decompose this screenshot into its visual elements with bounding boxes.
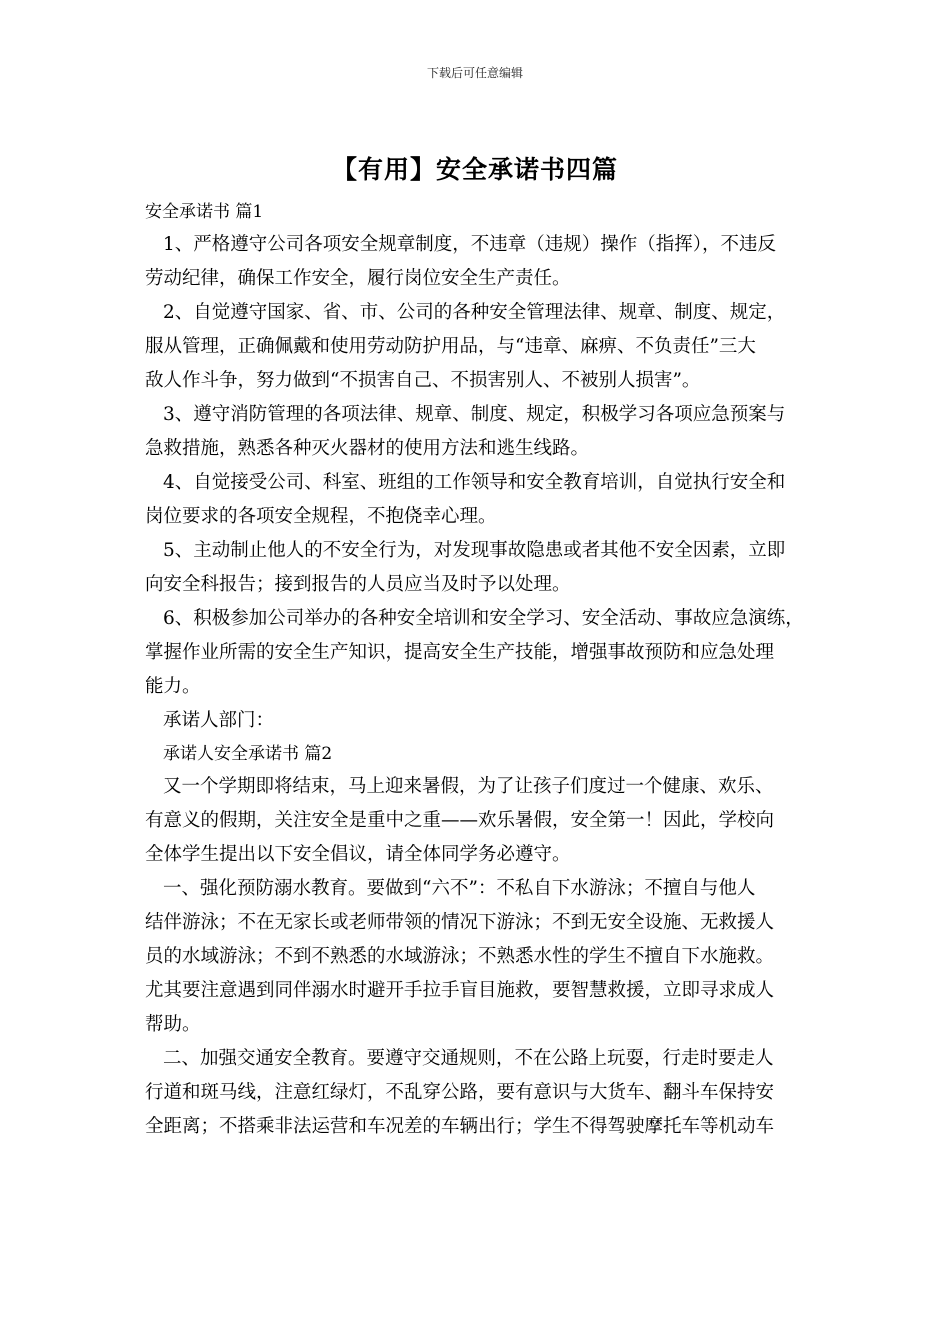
paragraph-line: 5、主动制止他人的不安全行为，对发现事故隐患或者其他不安全因素，立即 [163, 540, 786, 561]
paragraph-line: 又一个学期即将结束，马上迎来暑假，为了让孩子们度过一个健康、欢乐、 [163, 776, 774, 797]
page-header-note: 下载后可任意编辑 [426, 66, 523, 80]
paragraph-line: 员的水域游泳；不到不熟悉的水域游泳；不熟悉水性的学生不擅自下水施救。 [145, 946, 775, 967]
paragraph-line: 帮助。 [145, 1014, 201, 1035]
paragraph-line: 敌人作斗争，努力做到“不损害自己、不损害别人、不被别人损害”。 [145, 370, 701, 391]
section-heading: 安全承诺书 篇1 [145, 202, 264, 222]
paragraph-line: 4、自觉接受公司、科室、班组的工作领导和安全教育培训，自觉执行安全和 [163, 472, 786, 493]
paragraph-line: 劳动纪律，确保工作安全，履行岗位安全生产责任。 [145, 268, 571, 289]
section-heading: 承诺人安全承诺书 篇2 [163, 744, 333, 764]
paragraph-line: 尤其要注意遇到同伴溺水时避开手拉手盲目施救，要智慧救援，立即寻求成人 [145, 980, 775, 1001]
paragraph-line: 1、严格遵守公司各项安全规章制度，不违章（违规）操作（指挥），不违反 [163, 234, 777, 255]
paragraph-line: 3、遵守消防管理的各项法律、规章、制度、规定，积极学习各项应急预案与 [163, 404, 786, 425]
paragraph-line: 向安全科报告；接到报告的人员应当及时予以处理。 [145, 574, 571, 595]
paragraph-line: 二、加强交通安全教育。要遵守交通规则，不在公路上玩耍，行走时要走人 [163, 1048, 774, 1069]
paragraph-line: 有意义的假期，关注安全是重中之重——欢乐暑假，安全第一！因此，学校向 [145, 810, 775, 831]
paragraph-line: 一、强化预防溺水教育。要做到“六不”：不私自下水游泳；不擅自与他人 [163, 878, 756, 899]
paragraph-line: 急救措施，熟悉各种灭火器材的使用方法和逃生线路。 [145, 438, 590, 459]
paragraph-line: 6、积极参加公司举办的各种安全培训和安全学习、安全活动、事故应急演练， [163, 608, 804, 629]
document-body [145, 196, 815, 1144]
paragraph-line: 行道和斑马线，注意红绿灯，不乱穿公路，要有意识与大货车、翻斗车保持安 [145, 1082, 775, 1103]
document-title: 【有用】安全承诺书四篇 [331, 155, 618, 184]
paragraph-line: 掌握作业所需的安全生产知识，提高安全生产技能，增强事故预防和应急处理 [145, 642, 775, 663]
paragraph-line: 岗位要求的各项安全规程，不抱侥幸心理。 [145, 506, 497, 527]
paragraph-line: 2、自觉遵守国家、省、市、公司的各种安全管理法律、规章、制度、规定， [163, 302, 786, 323]
paragraph-line: 能力。 [145, 676, 201, 697]
paragraph-line: 服从管理，正确佩戴和使用劳动防护用品，与“违章、麻痹、不负责任”三大 [145, 336, 756, 357]
paragraph-line: 全体学生提出以下安全倡议，请全体同学务必遵守。 [145, 844, 571, 865]
paragraph-line: 承诺人部门： [163, 710, 275, 731]
paragraph-line: 全距离；不搭乘非法运营和车况差的车辆出行；学生不得驾驶摩托车等机动车 [145, 1116, 775, 1137]
paragraph-line: 结伴游泳；不在无家长或老师带领的情况下游泳；不到无安全设施、无救援人 [145, 912, 775, 933]
